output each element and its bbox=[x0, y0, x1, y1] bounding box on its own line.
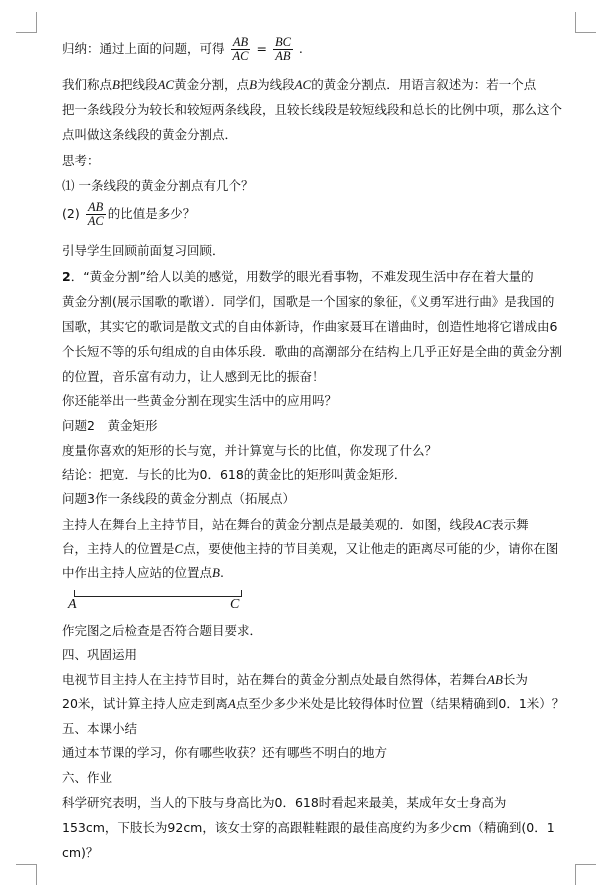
segment-endpoint-c bbox=[241, 590, 242, 596]
problem2-line-1: 度量你喜欢的矩形的长与宽，并计算宽与长的比值，你发现了什么？ bbox=[62, 443, 438, 458]
section4-line-1 bbox=[62, 671, 556, 689]
problem3-line-2 bbox=[62, 540, 559, 558]
crop-mark-bottom-right bbox=[575, 864, 596, 885]
section4-title: 四、巩固运用 bbox=[62, 647, 138, 662]
think-heading: 思考： bbox=[62, 153, 100, 168]
text: 长为 bbox=[502, 672, 528, 687]
section4-line-2 bbox=[62, 695, 565, 713]
text: ．“黄金分割”给人以美的感觉，用数学的眼光看事物，不难发现生活中存在着大量的 bbox=[70, 269, 534, 284]
text: 黄金分割，点 bbox=[174, 77, 250, 92]
part2-line-3: 国歌，其实它的歌词是散文式的自由体新诗，作曲家聂耳在谱曲时，创造性地将它谱成由6 bbox=[62, 319, 558, 334]
math-var: B bbox=[249, 77, 258, 92]
part2-line-5: 的位置，音乐富有动力，让人感到无比的振奋！ bbox=[62, 369, 325, 384]
section5-title: 五、本课小结 bbox=[62, 721, 138, 736]
definition-line-1 bbox=[62, 76, 556, 94]
section6-line-1: 科学研究表明，当人的下肢与身高比为0．618时看起来最美，某成年女士身高为 bbox=[62, 795, 507, 810]
definition-line-2: 把一条线段分为较长和较短两条线段，且较长线段是较短线段和总长的比例中项，那么这个 bbox=[62, 102, 563, 117]
fraction-ab-ac bbox=[86, 201, 106, 228]
crop-mark-top-right bbox=[575, 12, 596, 33]
text: 点至少多少米处是比较得体时位置（结果精确到0．1米）？ bbox=[235, 696, 565, 711]
math-var: AC bbox=[474, 517, 492, 532]
fraction-bc-ab bbox=[273, 36, 293, 63]
section5-line-1: 通过本节课的学习，你有哪些收获？还有哪些不明白的地方 bbox=[62, 745, 388, 760]
math-var: C bbox=[174, 541, 184, 556]
math-var: B bbox=[212, 565, 220, 580]
text: . bbox=[219, 565, 224, 580]
text: 表示舞 bbox=[491, 517, 529, 532]
fraction-denominator: AB bbox=[275, 49, 291, 63]
math-var: B bbox=[112, 77, 120, 92]
text: 我们称点 bbox=[62, 77, 113, 92]
math-var: A bbox=[227, 696, 236, 711]
fraction-numerator: BC bbox=[274, 35, 291, 49]
text: 为线段 bbox=[257, 77, 295, 92]
fraction-numerator: AB bbox=[231, 36, 251, 50]
text: 把线段 bbox=[119, 77, 158, 92]
problem3-after: 作完图之后检查是否符合题目要求． bbox=[62, 623, 263, 638]
problem3-line-1 bbox=[62, 516, 556, 534]
section-number: 2 bbox=[62, 269, 71, 284]
part2-line-4: 个长短不等的乐句组成的自由体乐段．歌曲的高潮部分在结构上几乎正好是全曲的黄金分割 bbox=[62, 344, 563, 359]
text: 电视节目主持人在主持节目时，站在舞台的黄金分割点处最自然得体，若舞台 bbox=[62, 672, 488, 687]
think-question-1: ⑴ 一条线段的黄金分割点有几个？ bbox=[62, 178, 254, 193]
summary-line bbox=[62, 36, 556, 63]
text: 中作出主持人应站的位置点 bbox=[62, 565, 213, 580]
guide-line: 引导学生回顾前面复习回顾． bbox=[62, 243, 225, 258]
equals-sign: = bbox=[256, 41, 267, 56]
summary-end: . bbox=[298, 41, 303, 56]
fraction-denominator: AC bbox=[232, 49, 249, 63]
math-var: AB bbox=[487, 672, 503, 687]
section6-line-2: 153cm，下肢长为92cm，该女士穿的高跟鞋鞋跟的最佳高度约为多少cm（精确到(0．1 bbox=[62, 820, 555, 835]
summary-prefix: 归纳：通过上面的问题，可得 bbox=[62, 41, 225, 56]
text: 台，主持人的位置是 bbox=[62, 541, 175, 556]
fraction-denominator: AC bbox=[87, 214, 104, 228]
problem3-line-3 bbox=[62, 564, 556, 582]
text: 点，要使他主持的节目美观，又让他走的距离尽可能的少，请你在图 bbox=[183, 541, 559, 556]
part2-line-1 bbox=[62, 268, 556, 286]
part2-line-2: 黄金分割(展示国歌的歌谱）．同学们，国歌是一个国家的象征，《义勇军进行曲》是我国的 bbox=[62, 294, 555, 309]
crop-mark-top-left bbox=[16, 12, 37, 33]
section6-line-3: cm)？ bbox=[62, 845, 99, 860]
segment-ac bbox=[74, 596, 242, 597]
section6-title: 六、作业 bbox=[62, 770, 113, 785]
text: (2) bbox=[62, 206, 80, 221]
fraction-numerator: AB bbox=[86, 201, 106, 215]
label-a: A bbox=[68, 597, 77, 612]
label-c: C bbox=[230, 597, 240, 612]
crop-mark-bottom-left bbox=[16, 864, 37, 885]
think-question-2 bbox=[62, 201, 556, 228]
text: 主持人在舞台上主持节目，站在舞台的黄金分割点是最美观的．如图，线段 bbox=[62, 517, 475, 532]
definition-line-3: 点叫做这条线段的黄金分割点． bbox=[62, 127, 238, 142]
text: 的比值是多少？ bbox=[107, 206, 196, 221]
problem2-title: 问题2 黄金矩形 bbox=[62, 418, 158, 433]
fraction-ab-ac bbox=[231, 36, 251, 63]
problem2-line-2: 结论：把宽．与长的比为0．618的黄金比的矩形叫黄金矩形． bbox=[62, 467, 407, 482]
math-var: AC bbox=[157, 77, 175, 92]
problem3-title: 问题3作一条线段的黄金分割点（拓展点） bbox=[62, 491, 295, 506]
math-var: AC bbox=[294, 77, 312, 92]
text: 20米，试计算主持人应走到离 bbox=[62, 696, 228, 711]
part2-line-6: 你还能举出一些黄金分割在现实生活中的应用吗？ bbox=[62, 393, 338, 408]
text: 的黄金分割点．用语言叙述为：若一个点 bbox=[311, 77, 537, 92]
